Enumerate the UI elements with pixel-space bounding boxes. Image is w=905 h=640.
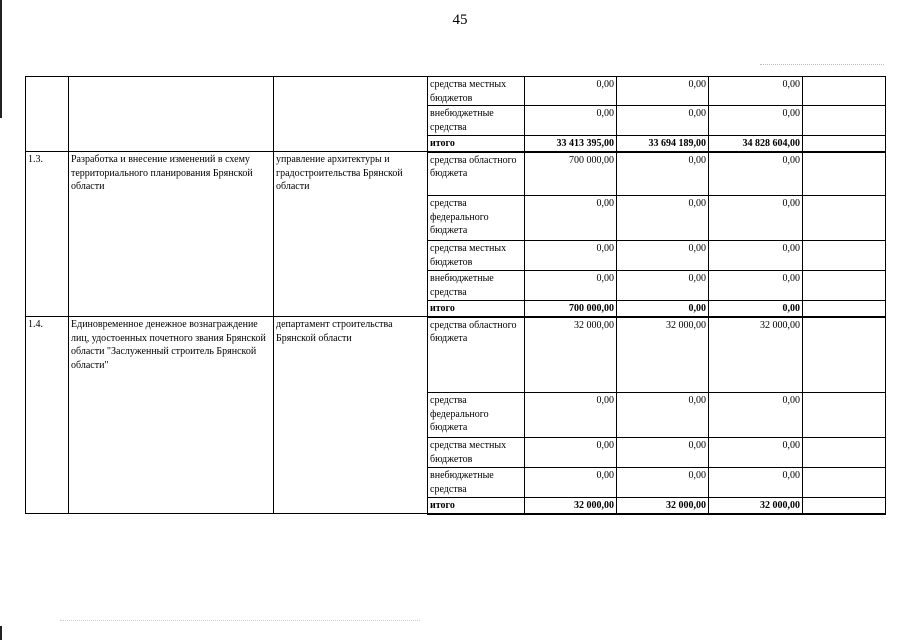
value-year2: 0,00 bbox=[617, 106, 709, 136]
funding-source: итого bbox=[428, 301, 525, 317]
executor-cell: департамент строительства Брянской области bbox=[274, 317, 428, 514]
index-cell bbox=[26, 77, 69, 152]
value-year2: 0,00 bbox=[617, 271, 709, 301]
empty-cell bbox=[803, 301, 886, 317]
funding-source: средства федерального бюджета bbox=[428, 196, 525, 241]
funding-source: средства областного бюджета bbox=[428, 317, 525, 393]
funding-source: средства местных бюджетов bbox=[428, 241, 525, 271]
empty-cell bbox=[803, 106, 886, 136]
value-year1: 0,00 bbox=[525, 241, 617, 271]
executor-cell: управление архитектуры и градостроительства Брянской области bbox=[274, 152, 428, 317]
empty-cell bbox=[803, 271, 886, 301]
scan-edge-line bbox=[0, 626, 2, 640]
scan-artifact bbox=[760, 64, 884, 65]
value-year1: 0,00 bbox=[525, 393, 617, 438]
table-row bbox=[26, 317, 886, 393]
value-year1: 33 413 395,00 bbox=[525, 136, 617, 152]
funding-source: итого bbox=[428, 498, 525, 514]
value-year2: 32 000,00 bbox=[617, 317, 709, 393]
measure-name-cell: Разработка и внесение изменений в схему территориального планирования Брянской области bbox=[69, 152, 274, 317]
executor-cell bbox=[274, 77, 428, 152]
value-year3: 0,00 bbox=[709, 393, 803, 438]
value-year2: 32 000,00 bbox=[617, 498, 709, 514]
empty-cell bbox=[803, 498, 886, 514]
page-number: 45 bbox=[452, 12, 468, 28]
index-cell: 1.3. bbox=[26, 152, 69, 317]
scan-edge-line bbox=[0, 0, 2, 118]
value-year2: 0,00 bbox=[617, 77, 709, 106]
index-cell: 1.4. bbox=[26, 317, 69, 514]
empty-cell bbox=[803, 77, 886, 106]
value-year3: 0,00 bbox=[709, 468, 803, 498]
value-year2: 0,00 bbox=[617, 241, 709, 271]
value-year1: 32 000,00 bbox=[525, 498, 617, 514]
value-year2: 0,00 bbox=[617, 196, 709, 241]
value-year2: 0,00 bbox=[617, 393, 709, 438]
funding-source: итого bbox=[428, 136, 525, 152]
value-year2: 0,00 bbox=[617, 301, 709, 317]
value-year3: 0,00 bbox=[709, 438, 803, 468]
empty-cell bbox=[803, 438, 886, 468]
empty-cell bbox=[803, 196, 886, 241]
value-year2: 33 694 189,00 bbox=[617, 136, 709, 152]
empty-cell bbox=[803, 317, 886, 393]
value-year3: 34 828 604,00 bbox=[709, 136, 803, 152]
funding-source: средства федерального бюджета bbox=[428, 393, 525, 438]
measure-name-cell bbox=[69, 77, 274, 152]
value-year3: 0,00 bbox=[709, 77, 803, 106]
value-year3: 32 000,00 bbox=[709, 317, 803, 393]
value-year2: 0,00 bbox=[617, 152, 709, 196]
value-year1: 0,00 bbox=[525, 196, 617, 241]
value-year3: 32 000,00 bbox=[709, 498, 803, 514]
value-year1: 0,00 bbox=[525, 468, 617, 498]
value-year1: 0,00 bbox=[525, 271, 617, 301]
value-year3: 0,00 bbox=[709, 301, 803, 317]
empty-cell bbox=[803, 241, 886, 271]
funding-source: средства местных бюджетов bbox=[428, 77, 525, 106]
scan-artifact bbox=[60, 620, 420, 621]
budget-table bbox=[25, 76, 886, 515]
empty-cell bbox=[803, 152, 886, 196]
table-row bbox=[26, 77, 886, 106]
value-year1: 0,00 bbox=[525, 438, 617, 468]
empty-cell bbox=[803, 136, 886, 152]
funding-source: внебюджетные средства bbox=[428, 468, 525, 498]
value-year1: 700 000,00 bbox=[525, 152, 617, 196]
value-year3: 0,00 bbox=[709, 106, 803, 136]
value-year3: 0,00 bbox=[709, 196, 803, 241]
value-year1: 700 000,00 bbox=[525, 301, 617, 317]
funding-source: внебюджетные средства bbox=[428, 271, 525, 301]
value-year2: 0,00 bbox=[617, 438, 709, 468]
value-year3: 0,00 bbox=[709, 241, 803, 271]
value-year3: 0,00 bbox=[709, 152, 803, 196]
value-year2: 0,00 bbox=[617, 468, 709, 498]
value-year1: 0,00 bbox=[525, 77, 617, 106]
measure-name-cell: Единовременное денежное вознаграждение лиц, удостоенных почетного звания Брянской области "Заслуженный строитель Брянской области" bbox=[69, 317, 274, 514]
empty-cell bbox=[803, 468, 886, 498]
value-year1: 0,00 bbox=[525, 106, 617, 136]
value-year3: 0,00 bbox=[709, 271, 803, 301]
funding-source: средства областного бюджета bbox=[428, 152, 525, 196]
funding-source: средства местных бюджетов bbox=[428, 438, 525, 468]
value-year1: 32 000,00 bbox=[525, 317, 617, 393]
table-row bbox=[26, 152, 886, 196]
funding-source: внебюджетные средства bbox=[428, 106, 525, 136]
empty-cell bbox=[803, 393, 886, 438]
